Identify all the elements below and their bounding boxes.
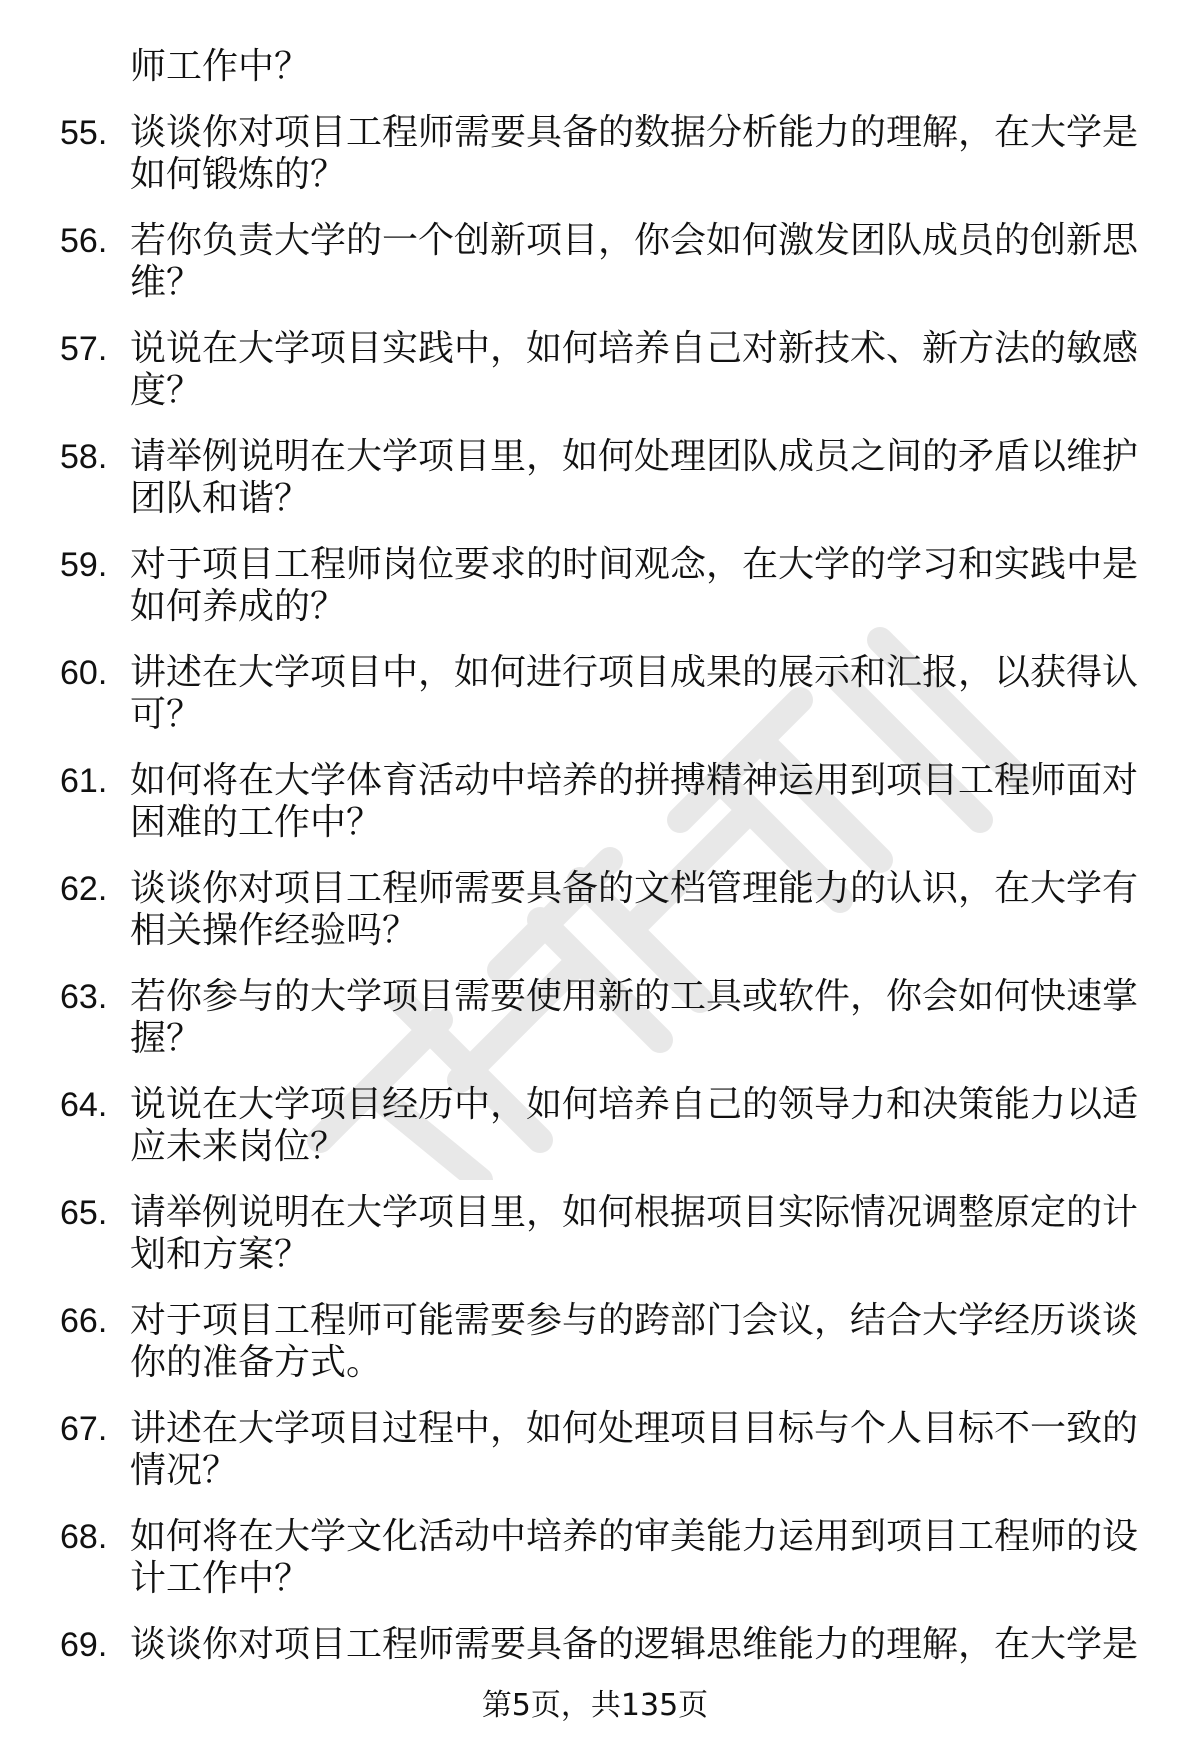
- question-text-line: 谈谈你对项目工程师需要具备的文档管理能力的认识，在大学有: [130, 868, 1139, 909]
- question-text: [60, 328, 1150, 412]
- question-text-line: 对于项目工程师可能需要参与的跨部门会议，结合大学经历谈谈: [130, 1300, 1139, 1341]
- question-text-line: 谈谈你对项目工程师需要具备的数据分析能力的理解，在大学是: [130, 112, 1139, 153]
- question-items: [60, 112, 1150, 1666]
- question-text-line: 计工作中？: [130, 1558, 311, 1599]
- question-text-line: 若你参与的大学项目需要使用新的工具或软件，你会如何快速掌: [130, 976, 1139, 1017]
- question-text: [60, 220, 1150, 304]
- question-text-line: 情况？: [130, 1450, 239, 1491]
- question-text-line: 如何养成的？: [130, 586, 347, 627]
- question-text-line: 划和方案？: [130, 1234, 311, 1275]
- question-text: [60, 652, 1150, 736]
- question-number: 69.: [60, 1626, 108, 1664]
- question-text-line: 请举例说明在大学项目里，如何根据项目实际情况调整原定的计: [130, 1192, 1139, 1233]
- question-text-line: 谈谈你对项目工程师需要具备的逻辑思维能力的理解，在大学是: [130, 1624, 1139, 1665]
- question-text-line: 说说在大学项目经历中，如何培养自己的领导力和决策能力以适: [130, 1084, 1139, 1125]
- question-text-line: 应未来岗位？: [130, 1126, 347, 1167]
- question-text-line: 可？: [130, 694, 203, 735]
- question-text-line: 请举例说明在大学项目里，如何处理团队成员之间的矛盾以维护: [130, 436, 1139, 477]
- question-item: [60, 1300, 1150, 1384]
- question-item: [60, 760, 1150, 844]
- page-footer: 第5页，共135页: [481, 1688, 709, 1723]
- question-text: [60, 436, 1150, 520]
- question-text-line: 如何锻炼的？: [130, 154, 347, 195]
- question-text-line: 讲述在大学项目中，如何进行项目成果的展示和汇报，以获得认: [130, 652, 1139, 693]
- question-item: [60, 220, 1150, 304]
- question-text-line: 度？: [130, 370, 203, 411]
- question-text-line: 相关操作经验吗？: [130, 910, 419, 951]
- question-item: [60, 436, 1150, 520]
- question-item: [60, 1084, 1150, 1168]
- question-number: 66.: [60, 1302, 108, 1340]
- question-text: [60, 868, 1150, 952]
- question-item: [60, 976, 1150, 1060]
- question-number: 58.: [60, 438, 108, 476]
- question-text-line: 维？: [130, 262, 203, 303]
- question-number: 67.: [60, 1410, 108, 1448]
- question-item: [60, 1624, 1150, 1666]
- question-number: 61.: [60, 762, 108, 800]
- question-text: [60, 1300, 1150, 1384]
- question-number: 65.: [60, 1194, 108, 1232]
- question-item: [60, 1192, 1150, 1276]
- question-number: 60.: [60, 654, 108, 692]
- continued-question-fragment: 师工作中？: [130, 46, 311, 87]
- question-number: 63.: [60, 978, 108, 1016]
- question-text-line: 说说在大学项目实践中，如何培养自己对新技术、新方法的敏感: [130, 328, 1139, 369]
- question-item: [60, 1516, 1150, 1600]
- question-list: [60, 46, 1150, 1690]
- question-text-line: 若你负责大学的一个创新项目，你会如何激发团队成员的创新思: [130, 220, 1139, 261]
- question-text: [60, 1516, 1150, 1600]
- question-text: [60, 112, 1150, 196]
- question-text-line: 握？: [130, 1018, 203, 1059]
- question-text-line: 讲述在大学项目过程中，如何处理项目目标与个人目标不一致的: [130, 1408, 1139, 1449]
- question-item: [60, 1408, 1150, 1492]
- question-text: [60, 1408, 1150, 1492]
- question-text: [60, 760, 1150, 844]
- question-item: [60, 868, 1150, 952]
- question-number: 68.: [60, 1518, 108, 1556]
- question-text-line: 如何将在大学文化活动中培养的审美能力运用到项目工程师的设: [130, 1516, 1139, 1557]
- question-text-line: 如何将在大学体育活动中培养的拼搏精神运用到项目工程师面对: [130, 760, 1139, 801]
- question-item: [60, 652, 1150, 736]
- question-text: [60, 544, 1150, 628]
- question-text: [60, 1192, 1150, 1276]
- question-text-line: 团队和谐？: [130, 478, 311, 519]
- question-number: 55.: [60, 114, 108, 152]
- question-text: [60, 1624, 1150, 1666]
- question-number: 57.: [60, 330, 108, 368]
- question-text-line: 对于项目工程师岗位要求的时间观念，在大学的学习和实践中是: [130, 544, 1139, 585]
- question-item: [60, 328, 1150, 412]
- question-number: 64.: [60, 1086, 108, 1124]
- question-text: [60, 976, 1150, 1060]
- question-item: [60, 544, 1150, 628]
- question-number: 56.: [60, 222, 108, 260]
- question-text: [60, 1084, 1150, 1168]
- question-text-line: 你的准备方式。: [130, 1342, 383, 1383]
- question-number: 59.: [60, 546, 108, 584]
- question-text-line: 困难的工作中？: [130, 802, 383, 843]
- question-item: [60, 112, 1150, 196]
- question-number: 62.: [60, 870, 108, 908]
